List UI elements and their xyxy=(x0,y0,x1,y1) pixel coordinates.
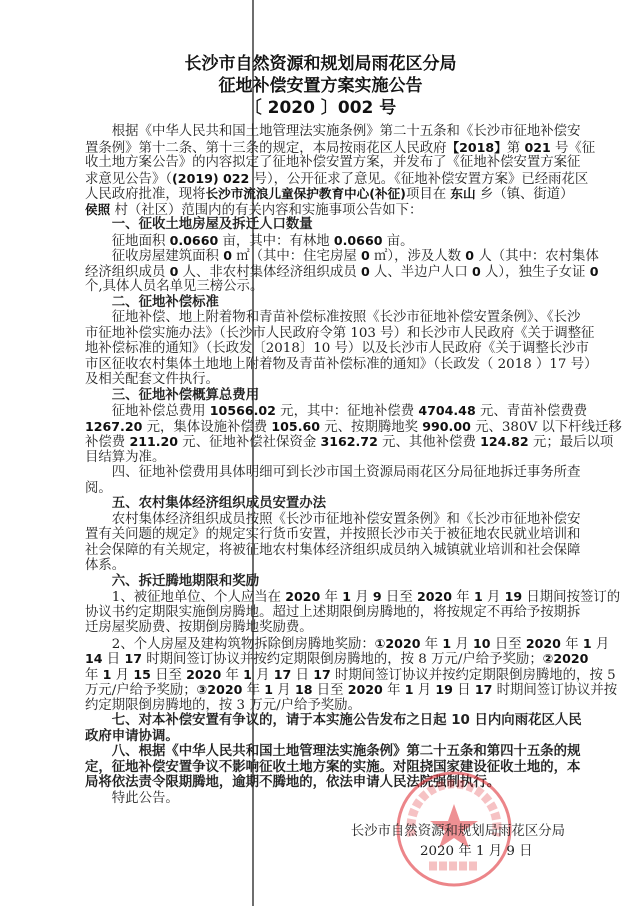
text-line xyxy=(85,325,595,342)
text-line xyxy=(85,186,574,202)
bold-text: 17 xyxy=(474,682,493,697)
paragraph xyxy=(85,310,598,388)
text-line xyxy=(85,481,566,497)
text: 五、农村集体经济组织成员安置办法 xyxy=(111,496,327,511)
text: 第 xyxy=(506,140,525,156)
text: 1、被征地单位、个人应当在 xyxy=(111,590,286,605)
text: 日期间按签订的 xyxy=(522,590,621,605)
paragraph xyxy=(85,635,618,714)
bold-text: 0 xyxy=(589,263,599,279)
text: 年 xyxy=(320,590,343,605)
text: 年 xyxy=(452,590,474,605)
section-heading xyxy=(85,496,566,512)
bold-text: (2019) 022 xyxy=(172,170,250,186)
text-line xyxy=(85,202,566,218)
text: 时期间签订协议并按约定期限倒房腾地的，按 5 xyxy=(330,667,616,683)
text-line xyxy=(85,388,566,404)
paragraph xyxy=(85,511,581,574)
text-line xyxy=(85,341,589,357)
issuer-signature: 长沙市自然资源和规划局雨花区分局 xyxy=(350,824,565,839)
text-line xyxy=(85,233,566,249)
text: ㎡），涉及人数 xyxy=(369,249,466,264)
bold-text: 15 xyxy=(133,666,151,682)
bold-text: 4704.48 xyxy=(418,403,476,418)
bold-text: ②2020 xyxy=(542,651,589,666)
text: 月 xyxy=(591,636,610,652)
text-line xyxy=(85,542,581,559)
text: 补偿费 xyxy=(85,435,130,450)
bold-text: 1 xyxy=(404,682,414,697)
text-line xyxy=(85,558,566,574)
text: 月 xyxy=(251,667,274,683)
text-line xyxy=(85,604,581,621)
text: 年 xyxy=(420,636,443,652)
text: 乡（镇、街道） xyxy=(475,187,574,202)
text: 元、青苗补偿费费 xyxy=(475,404,588,419)
text: 置有关问题的规定》的规定实行货币安置，并按照长沙市关于被征地农民就业培训和 xyxy=(85,527,581,542)
section-heading xyxy=(85,295,566,311)
bold-text: 17 xyxy=(124,651,142,666)
bold-text: 10566.02 xyxy=(209,403,276,418)
text: 年 xyxy=(382,683,405,698)
text: 人民政府批准，现将 xyxy=(85,187,206,202)
text: 根据《中华人民共和国土地管理法实施条例》第二十五条和《长沙市征地补偿安 xyxy=(111,124,581,139)
bold-text: 124.82 xyxy=(480,434,529,449)
text: 日 xyxy=(452,683,475,698)
bold-text: 1 xyxy=(582,635,592,651)
text-line xyxy=(85,155,581,171)
notice-body xyxy=(85,124,622,806)
text: 元；最后以项 xyxy=(528,435,614,450)
text: 月 xyxy=(451,636,474,652)
text: 征地补偿、地上附着物和青苗补偿标准按照《长沙市征地补偿安置条例》、《长沙 xyxy=(111,310,581,325)
text: 时期间签订协议并按 xyxy=(492,683,618,698)
text-line xyxy=(85,356,598,373)
text-line xyxy=(85,217,566,233)
text-line xyxy=(85,310,581,326)
bold-text: 021 xyxy=(524,139,551,155)
text-line xyxy=(85,744,581,760)
text: 目结算为准。 xyxy=(85,449,166,465)
text: 征收房屋建筑面积 xyxy=(111,249,224,264)
bold-text: 1 xyxy=(243,666,252,682)
text-line xyxy=(85,248,599,264)
text: 局将依法责令限期腾地，逾期不腾地的，依法申请人民法院强制执行。 xyxy=(85,775,501,790)
text: 元、380V 以下杆线迁移 xyxy=(470,419,622,435)
bold-text: 0 xyxy=(360,248,370,263)
bold-text: 0 xyxy=(471,263,481,279)
bold-text: 990.00 xyxy=(422,418,471,434)
issue-date: 2020 年 1 月 9 日 xyxy=(420,844,533,859)
bold-text: 2020 xyxy=(285,589,321,604)
bold-text: 2020 xyxy=(525,635,561,651)
text: 及相关配套文件执行。 xyxy=(85,372,219,387)
text: 人、半边户人口 xyxy=(369,264,472,280)
document-number: 〔 2020 〕002 号 xyxy=(244,98,397,118)
bold-text: 2020 xyxy=(416,589,453,604)
text: 日至 xyxy=(490,636,526,652)
text-line xyxy=(85,418,622,435)
text: 人），独生子女证 xyxy=(480,264,590,280)
text-line xyxy=(85,295,566,311)
text: 月 xyxy=(351,590,373,605)
section-heading xyxy=(85,217,566,233)
bold-text: 17 xyxy=(313,666,331,682)
text-line xyxy=(85,729,566,745)
text: 月 xyxy=(273,683,295,698)
text-line xyxy=(85,139,596,156)
text-line xyxy=(85,403,588,419)
bold-text: 10 xyxy=(473,635,491,651)
bold-text: 0.0660 xyxy=(333,232,383,248)
bold-text: 0 xyxy=(360,263,370,279)
text: 四、征地补偿费用具体明细可到长沙市国土资源局雨花区分局征地拆迁事务所查 xyxy=(111,465,581,480)
bold-text: 1267.20 xyxy=(85,418,143,434)
text: 日 xyxy=(102,652,125,667)
text: 二、征地补偿标准 xyxy=(111,294,219,310)
text: 政府申请协调。 xyxy=(85,728,179,744)
text-line xyxy=(85,698,566,714)
bold-text: 1 xyxy=(442,635,452,651)
text-line xyxy=(85,465,581,481)
text: 年 xyxy=(221,667,244,683)
text-line xyxy=(85,434,614,450)
text: 2、个人房屋及建构筑物拆除倒房腾地奖励： xyxy=(111,636,375,652)
text: 年 xyxy=(560,636,583,652)
text: 元、征地补偿社保资金 xyxy=(178,435,321,450)
bold-text: 0 xyxy=(465,248,475,263)
bold-text: 1 xyxy=(473,589,483,604)
text: 一、征收土地房屋及拆迁人口数量 xyxy=(111,217,313,232)
bold-text: 侯照 xyxy=(85,201,111,217)
text-line xyxy=(85,666,616,683)
issuer-title: 长沙市自然资源和规划局雨花区分局 xyxy=(184,54,457,74)
text-line xyxy=(85,450,566,466)
bold-text: 1 xyxy=(342,589,351,604)
text: 迁房屋奖励费、按期倒房腾地奖励费。 xyxy=(85,620,313,635)
text-line xyxy=(85,651,589,667)
bold-text: 0.0660 xyxy=(169,232,219,248)
text: 日至 xyxy=(312,683,348,698)
bold-text: 【2018】 xyxy=(446,139,507,155)
text: 万元/户给予奖励； xyxy=(85,683,197,698)
text-line xyxy=(85,527,581,543)
bold-text: 19 xyxy=(435,682,453,697)
bold-text: 18 xyxy=(294,682,313,697)
bold-text: 0 xyxy=(169,263,179,279)
text: 日至 xyxy=(381,590,417,605)
text-line xyxy=(85,574,566,590)
text-line xyxy=(85,511,581,528)
text: 八、根据《中华人民共和国土地管理法实施条例》第二十五条和第四十五条的规 xyxy=(111,744,581,759)
text: 协议书约定期限实施倒房腾地。超过上述期限倒房腾地的，将按规定不再给予按期拆 xyxy=(85,604,581,620)
text: 号《征 xyxy=(550,140,596,156)
bold-text: ③2020 xyxy=(196,682,243,697)
text: 日 xyxy=(291,667,314,683)
text: ㎡（其中：住宅房屋 xyxy=(231,249,361,264)
bold-text: 1 xyxy=(102,666,112,682)
bold-text: 14 xyxy=(85,651,103,666)
bold-text: 东山 xyxy=(450,186,476,201)
text-line xyxy=(85,620,566,636)
paragraph xyxy=(85,465,581,496)
text: 体系。 xyxy=(85,558,126,573)
text: 元，集体设施补偿费 xyxy=(142,419,272,435)
section-heading xyxy=(85,388,566,404)
section-heading xyxy=(85,574,566,590)
text: 亩，其中：有林地 xyxy=(218,233,334,249)
paragraph xyxy=(85,124,596,218)
text-line xyxy=(85,682,618,698)
text-line xyxy=(85,170,589,187)
text: 年 xyxy=(242,683,265,698)
text: 定，征地补偿安置争议不影响征收土地方案的实施。对阻挠国家建设征收土地的，本 xyxy=(85,759,581,775)
text: 求意见公告》（ xyxy=(85,171,173,187)
text: 阅。 xyxy=(85,480,112,496)
paragraph xyxy=(85,713,582,744)
paragraph xyxy=(85,248,599,295)
bold-text: 3162.72 xyxy=(320,434,378,449)
text-line xyxy=(85,372,566,388)
bold-text: ①2020 xyxy=(374,635,421,651)
text: 年 xyxy=(85,667,103,683)
text: 征地面积 xyxy=(111,233,170,249)
text: 特此公告。 xyxy=(111,790,179,806)
text-line xyxy=(85,496,566,512)
text: 人、非农村集体经济组织成员 xyxy=(178,264,361,280)
text: 市征地补偿实施办法》（长沙市人民政府令第 103 号）和长沙市人民政府《关于调整征 xyxy=(85,325,595,341)
bold-text: 105.60 xyxy=(271,418,321,434)
text: 项目在 xyxy=(405,187,451,202)
bold-text: 9 xyxy=(372,589,382,604)
paragraph xyxy=(85,403,622,465)
text: 元、其他补偿费 xyxy=(377,435,481,450)
bold-text: 长沙市流浪儿童保护教育中心(补征) xyxy=(205,186,406,201)
text: 社会保障的有关规定，将被征地农村集体经济组织成员纳入城镇就业培训和社会保障 xyxy=(85,542,581,558)
text: 经济组织成员 xyxy=(85,264,170,280)
text: 元、按期腾地奖 xyxy=(320,419,423,435)
bold-text: 2020 xyxy=(186,666,222,682)
text: 元，其中：征地补偿费 xyxy=(275,404,419,419)
text: 人（其中：农村集体 xyxy=(474,249,599,264)
text: 个,具体人员名单见三榜公示。 xyxy=(85,279,264,294)
text: 号），公开征求了意见。《征地补偿安置方案》已经雨花区 xyxy=(249,171,589,187)
text-line xyxy=(85,124,581,140)
text: 月 xyxy=(482,590,505,605)
text: 三、征地补偿概算总费用 xyxy=(111,387,260,403)
text: 村（社区）范围内的有关内容和实施事项公告如下： xyxy=(110,202,423,218)
text: 收土地方案公告》的内容拟定了征地补偿安置方案，并发布了《征地补偿安置方案征 xyxy=(85,155,581,170)
text: 亩。 xyxy=(382,233,414,249)
text-line xyxy=(85,279,566,295)
text: 市区征收农村集体土地地上附着物及青苗补偿标准的通知》（长政发（ 2018 ）17 号） xyxy=(85,356,598,372)
bold-text: 19 xyxy=(504,589,523,604)
paragraph xyxy=(85,233,566,249)
text: 征地补偿总费用 xyxy=(111,404,210,419)
bold-text: 211.20 xyxy=(129,434,179,449)
text: 六、拆迁腾地期限和奖励 xyxy=(111,573,260,589)
text: 月 xyxy=(111,667,134,683)
text: 置条例》第十二条、第十三条的规定，本局按雨花区人民政府 xyxy=(85,140,447,156)
paragraph xyxy=(85,589,621,636)
text-line xyxy=(85,589,621,605)
text: 月 xyxy=(413,683,436,698)
bold-text: 0 xyxy=(223,248,232,263)
text-line xyxy=(85,263,599,280)
bold-text: 2020 xyxy=(347,682,383,697)
text: 农村集体经济组织成员按照《长沙市征地补偿安置条例》和《长沙市征地补偿安 xyxy=(111,511,581,527)
text: 约定期限倒房腾地的，按 3 万元/户给予奖励。 xyxy=(85,697,361,713)
text: 地补偿标准的通知》（长政发〔2018〕10 号）以及长沙市人民政府《关于调整长沙市 xyxy=(85,341,589,356)
text-line xyxy=(85,713,582,729)
bold-text: 1 xyxy=(264,682,274,697)
notice-title: 征地补偿安置方案实施公告 xyxy=(218,76,423,96)
text: 七、对本补偿安置有争议的，请于本实施公告发布之日起 10 日内向雨花区人民 xyxy=(111,713,582,728)
text: 日至 xyxy=(150,667,187,683)
bold-text: 17 xyxy=(273,666,292,682)
text-line xyxy=(85,635,610,652)
text: 时期间签订协议并按约定期限倒房腾地的，按 8 万元/户给予奖励； xyxy=(141,652,543,667)
